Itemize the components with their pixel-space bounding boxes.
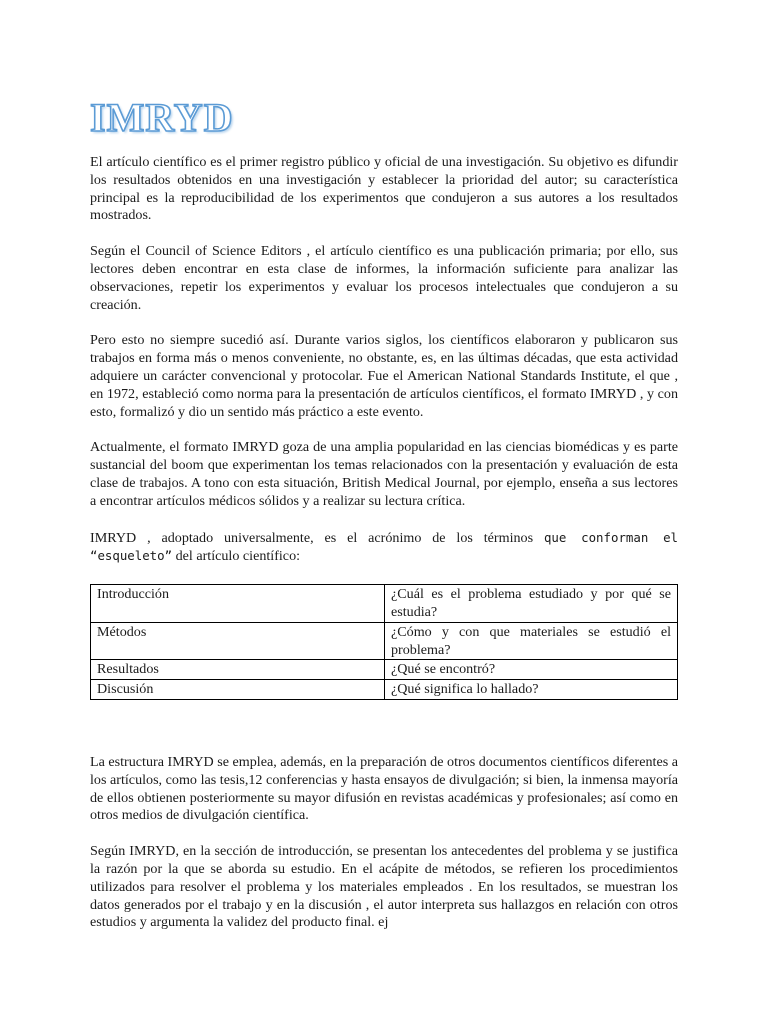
acronym-text-start: IMRYD , adoptado universalmente, es el acrónimo de los términos bbox=[90, 529, 544, 546]
paragraph-history: Pero esto no siempre sucedió así. Durante varios siglos, los científicos elaboraron y publicaron sus trabajos en forma más o menos conveniente, no obstante, es, en las últimas décadas, que esta actividad adquiere un carácter convencional y protocolar. Fue el American National Standards Institute, el que , en 1972, estableció como norma para la presentación de artículos científicos, el formato IMRYD , y con esto, formalizó y dio un sentido más práctico a este evento. bbox=[90, 332, 678, 420]
table-cell-question: ¿Qué se encontró? bbox=[385, 660, 678, 680]
table-row bbox=[91, 680, 678, 700]
table-row bbox=[91, 585, 678, 623]
imryd-table bbox=[90, 584, 678, 700]
table-row bbox=[91, 660, 678, 680]
paragraph-council: Según el Council of Science Editors , el artículo científico es una publicación primaria; por ello, sus lectores deben encontrar en esta clase de informes, la información suficiente para analizar las observaciones, repetir los experimentos y evaluar los procesos intelectuales que condujeron a su creación. bbox=[90, 243, 678, 313]
table-cell-section: Métodos bbox=[91, 622, 385, 660]
document-title: IMRYD bbox=[90, 95, 234, 140]
paragraph-intro: El artículo científico es el primer registro público y oficial de una investigación. Su objetivo es difundir los resultados obtenidos en una investigación y establecer la prioridad del autor; su característica principal es la reproducibilidad de los experimentos que condujeron a sus autores a los resultados mostrados. bbox=[90, 154, 678, 224]
table-cell-section: Introducción bbox=[91, 585, 385, 623]
table-cell-question: ¿Cuál es el problema estudiado y por qué se estudia? bbox=[385, 585, 678, 623]
paragraph-sections: Según IMRYD, en la sección de introducción, se presentan los antecedentes del problema y se justifica la razón por la que se aborda su estudio. En el acápite de métodos, se refieren los procedimientos utilizados para resolver el problema y los materiales empleados . En los resultados, se muestran los datos generados por el trabajo y en la discusión , el autor interpreta sus hallazgos en relación con otros estudios y argumenta la validez del producto final. ej bbox=[90, 843, 678, 931]
table-row bbox=[91, 622, 678, 660]
paragraph-structure-use: La estructura IMRYD se emplea, además, en la preparación de otros documentos científicos diferentes a los artículos, como las tesis,12 conferencias y hasta ensayos de divulgación; si bien, la inmensa mayoría de ellos obtienen posteriormente su mayor difusión en revistas académicas y profesionales; así como en otros medios de divulgación científica. bbox=[90, 753, 678, 824]
paragraph-acronym bbox=[90, 529, 678, 567]
table-cell-question: ¿Cómo y con que materiales se estudió el problema? bbox=[385, 622, 678, 660]
acronym-text-end: del artículo científico: bbox=[172, 548, 301, 565]
acronym-text-mono: que conforman el “esqueleto” bbox=[90, 529, 679, 564]
paragraph-popularity: Actualmente, el formato IMRYD goza de una amplia popularidad en las ciencias biomédicas y es parte sustancial del boom que experimentan los temas relacionados con la presentación y evaluación de esta clase de trabajos. A tono con esta situación, British Medical Journal, por ejemplo, enseña a sus lectores a encontrar artículos médicos sólidos y a realizar su lectura crítica. bbox=[90, 439, 678, 509]
table-cell-question: ¿Qué significa lo hallado? bbox=[385, 680, 678, 700]
table-cell-section: Resultados bbox=[91, 660, 385, 680]
table-cell-section: Discusión bbox=[91, 680, 385, 700]
document-page bbox=[90, 96, 678, 950]
